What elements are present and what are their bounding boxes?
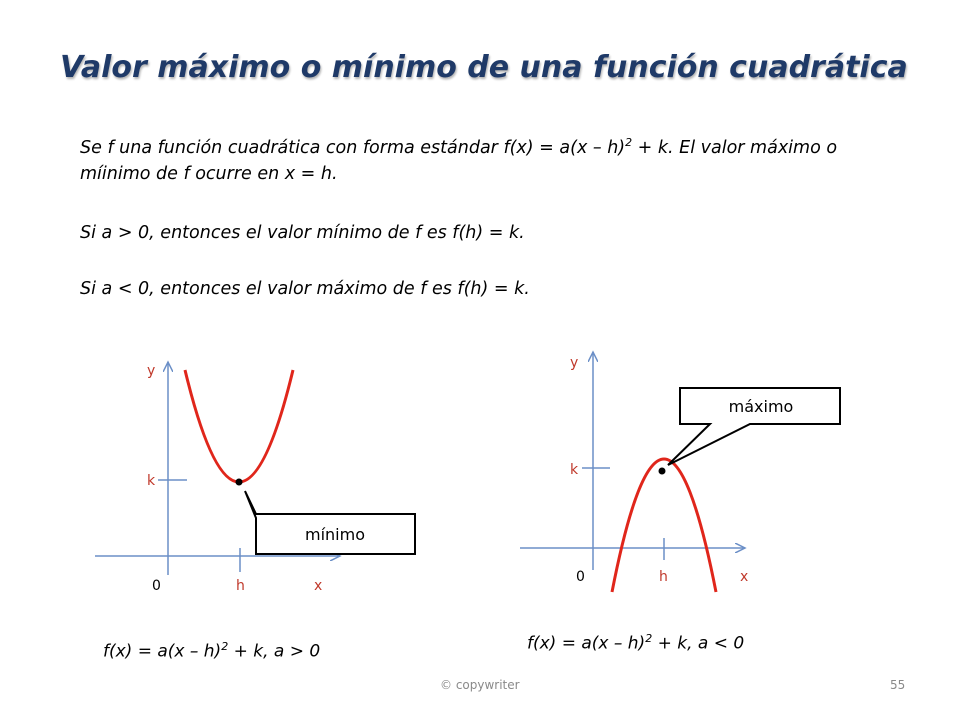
x-axis-label: x: [314, 578, 323, 594]
copyright-footer: © copywriter: [440, 678, 520, 692]
definition-text-start: Se f una función cuadrática con forma estándar f(x) = a(x – h): [80, 137, 626, 158]
callout-minimum-text: mínimo: [305, 525, 365, 544]
formula-right-start: f(x) = a(x – h): [527, 633, 646, 654]
formula-left-start: f(x) = a(x – h): [103, 641, 222, 662]
vertex-point: [659, 468, 666, 475]
formula-right-end: + k, a < 0: [652, 633, 745, 654]
page-number: 55: [890, 678, 906, 692]
h-label: h: [659, 569, 668, 585]
graph-maximum: [500, 340, 860, 600]
callout-minimum: [245, 491, 415, 554]
maximum-rule: Si a < 0, entonces el valor máximo de f es f(h) = k.: [80, 279, 530, 299]
formula-left-end: + k, a > 0: [228, 641, 321, 662]
formula-left-exponent: 2: [221, 640, 229, 653]
formula-negative-a: [527, 632, 744, 654]
k-label: k: [570, 462, 579, 478]
definition-paragraph: [80, 130, 840, 187]
definition-text-end: + k. El valor máximo o míinimo de f ocurre en x = h.: [80, 137, 838, 184]
exponent: 2: [625, 136, 633, 149]
vertex-point: [236, 479, 243, 486]
graph-minimum: [80, 350, 440, 610]
minimum-rule: Si a > 0, entonces el valor mínimo de f es f(h) = k.: [80, 223, 525, 243]
callout-maximum-text: máximo: [728, 397, 794, 416]
formula-right-exponent: 2: [645, 632, 653, 645]
x-axis-label: x: [740, 569, 749, 585]
k-label: k: [147, 473, 156, 489]
h-label: h: [236, 578, 245, 594]
y-axis-label: y: [147, 363, 156, 379]
origin-label: 0: [152, 578, 161, 594]
formula-positive-a: [103, 640, 320, 662]
page-title: Valor máximo o mínimo de una función cuadrática: [60, 50, 908, 85]
y-axis-label: y: [570, 355, 579, 371]
parabola-up: [185, 370, 293, 482]
origin-label: 0: [576, 569, 585, 585]
